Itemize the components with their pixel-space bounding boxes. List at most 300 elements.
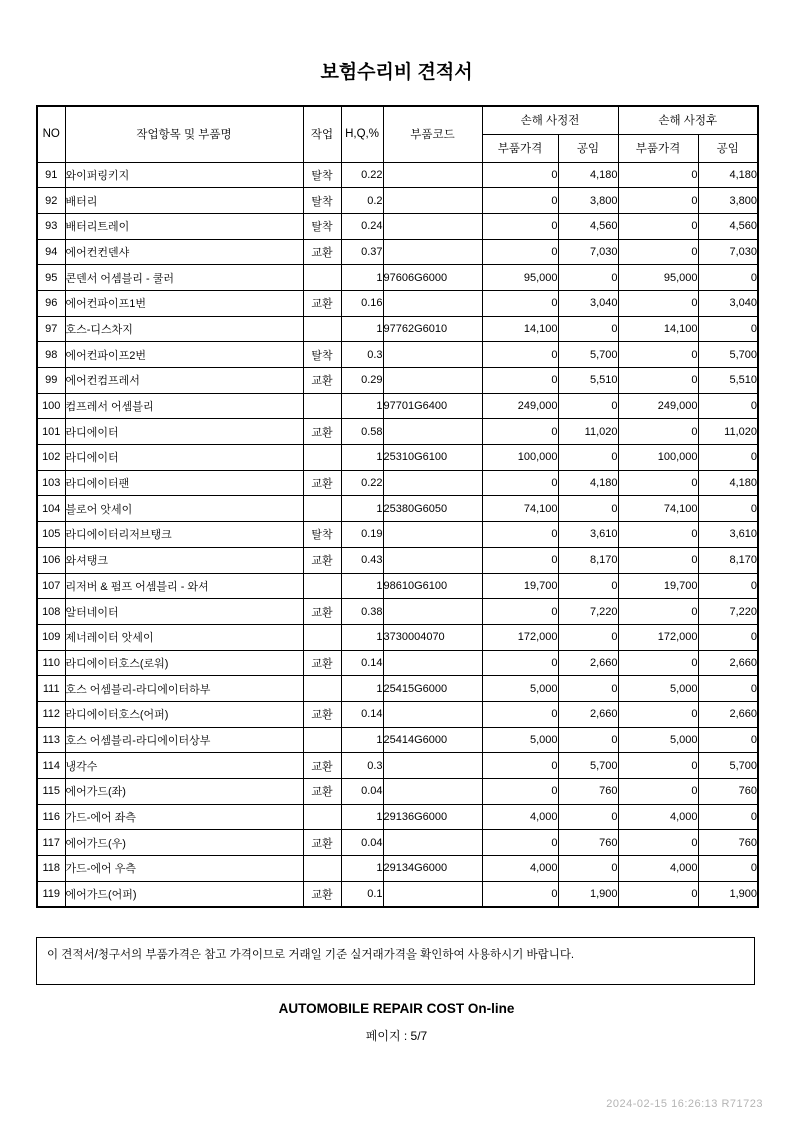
cell-before-labor: 0 bbox=[558, 727, 618, 753]
cell-work-type: 탈착 bbox=[303, 342, 341, 368]
cell-hq-percent: 0.3 bbox=[341, 753, 383, 779]
cell-item-name: 와셔탱크 bbox=[65, 547, 303, 573]
table-row bbox=[37, 290, 758, 316]
estimate-table bbox=[36, 105, 759, 908]
cell-after-part-price: 100,000 bbox=[618, 445, 698, 471]
cell-before-part-price: 0 bbox=[482, 239, 558, 265]
cell-before-labor: 0 bbox=[558, 265, 618, 291]
cell-before-part-price: 0 bbox=[482, 650, 558, 676]
page-title: 보험수리비 견적서 bbox=[320, 62, 473, 83]
table-row bbox=[37, 624, 758, 650]
table-row bbox=[37, 881, 758, 907]
cell-after-part-price: 0 bbox=[618, 701, 698, 727]
cell-before-part-price: 0 bbox=[482, 342, 558, 368]
cell-after-part-price: 0 bbox=[618, 470, 698, 496]
cell-hq-percent: 1 bbox=[341, 393, 383, 419]
cell-no: 98 bbox=[37, 342, 65, 368]
cell-item-name: 배터리트레이 bbox=[65, 213, 303, 239]
cell-after-part-price: 4,000 bbox=[618, 856, 698, 882]
cell-before-part-price: 5,000 bbox=[482, 727, 558, 753]
cell-before-part-price: 0 bbox=[482, 290, 558, 316]
brand-title: AUTOMOBILE REPAIR COST On-line bbox=[278, 1000, 515, 1016]
cell-hq-percent: 0.19 bbox=[341, 522, 383, 548]
cell-hq-percent: 0.43 bbox=[341, 547, 383, 573]
table-row bbox=[37, 522, 758, 548]
cell-hq-percent: 0.2 bbox=[341, 188, 383, 214]
table-row bbox=[37, 393, 758, 419]
table-row bbox=[37, 470, 758, 496]
cell-work-type bbox=[303, 316, 341, 342]
cell-no: 94 bbox=[37, 239, 65, 265]
cell-item-name: 에어가드(어퍼) bbox=[65, 881, 303, 907]
cell-work-type: 교환 bbox=[303, 779, 341, 805]
cell-item-name: 에어컨컨덴샤 bbox=[65, 239, 303, 265]
cell-after-labor: 5,700 bbox=[698, 342, 758, 368]
cell-item-name: 라디에이터팬 bbox=[65, 470, 303, 496]
cell-before-labor: 4,180 bbox=[558, 470, 618, 496]
cell-before-labor: 0 bbox=[558, 393, 618, 419]
cell-part-code: 98610G6100 bbox=[383, 573, 482, 599]
cell-before-part-price: 0 bbox=[482, 188, 558, 214]
cell-before-labor: 7,220 bbox=[558, 599, 618, 625]
cell-part-code bbox=[383, 368, 482, 394]
table-row bbox=[37, 599, 758, 625]
cell-before-labor: 0 bbox=[558, 676, 618, 702]
cell-work-type: 교환 bbox=[303, 599, 341, 625]
cell-before-part-price: 74,100 bbox=[482, 496, 558, 522]
header-item: 작업항목 및 부품명 bbox=[65, 106, 303, 162]
cell-after-labor: 0 bbox=[698, 393, 758, 419]
table-row bbox=[37, 445, 758, 471]
cell-hq-percent: 0.22 bbox=[341, 470, 383, 496]
cell-after-part-price: 0 bbox=[618, 753, 698, 779]
cell-part-code bbox=[383, 547, 482, 573]
notice-box bbox=[36, 937, 755, 985]
cell-before-labor: 4,180 bbox=[558, 162, 618, 188]
cell-part-code bbox=[383, 830, 482, 856]
cell-after-labor: 1,900 bbox=[698, 881, 758, 907]
cell-after-labor: 0 bbox=[698, 676, 758, 702]
cell-before-labor: 0 bbox=[558, 624, 618, 650]
cell-part-code: 25380G6050 bbox=[383, 496, 482, 522]
cell-work-type: 탈착 bbox=[303, 522, 341, 548]
cell-part-code bbox=[383, 522, 482, 548]
cell-item-name: 라디에이터 bbox=[65, 419, 303, 445]
cell-no: 102 bbox=[37, 445, 65, 471]
cell-item-name: 배터리 bbox=[65, 188, 303, 214]
cell-before-part-price: 249,000 bbox=[482, 393, 558, 419]
cell-before-part-price: 0 bbox=[482, 162, 558, 188]
cell-no: 93 bbox=[37, 213, 65, 239]
cell-before-labor: 0 bbox=[558, 445, 618, 471]
cell-before-labor: 4,560 bbox=[558, 213, 618, 239]
cell-part-code bbox=[383, 779, 482, 805]
cell-after-labor: 0 bbox=[698, 856, 758, 882]
cell-item-name: 라디에이터리저브탱크 bbox=[65, 522, 303, 548]
cell-part-code bbox=[383, 290, 482, 316]
cell-hq-percent: 0.29 bbox=[341, 368, 383, 394]
cell-part-code bbox=[383, 162, 482, 188]
cell-after-part-price: 0 bbox=[618, 650, 698, 676]
table-row bbox=[37, 265, 758, 291]
cell-no: 104 bbox=[37, 496, 65, 522]
table-row bbox=[37, 496, 758, 522]
cell-after-part-price: 95,000 bbox=[618, 265, 698, 291]
cell-work-type bbox=[303, 393, 341, 419]
cell-before-part-price: 14,100 bbox=[482, 316, 558, 342]
cell-no: 116 bbox=[37, 804, 65, 830]
cell-work-type bbox=[303, 804, 341, 830]
cell-work-type bbox=[303, 265, 341, 291]
cell-work-type: 탈착 bbox=[303, 213, 341, 239]
cell-after-labor: 5,700 bbox=[698, 753, 758, 779]
cell-after-part-price: 19,700 bbox=[618, 573, 698, 599]
cell-part-code bbox=[383, 881, 482, 907]
cell-part-code: 29136G6000 bbox=[383, 804, 482, 830]
cell-hq-percent: 1 bbox=[341, 856, 383, 882]
cell-part-code: 97606G6000 bbox=[383, 265, 482, 291]
cell-after-labor: 0 bbox=[698, 727, 758, 753]
cell-item-name: 라디에이터호스(로워) bbox=[65, 650, 303, 676]
cell-no: 100 bbox=[37, 393, 65, 419]
table-row bbox=[37, 856, 758, 882]
cell-hq-percent: 0.37 bbox=[341, 239, 383, 265]
cell-item-name: 에어컨파이프1번 bbox=[65, 290, 303, 316]
cell-after-labor: 11,020 bbox=[698, 419, 758, 445]
timestamp: 2024-02-15 16:26:13 R71723 bbox=[606, 1098, 763, 1110]
cell-item-name: 라디에이터 bbox=[65, 445, 303, 471]
cell-item-name: 블로어 앗세이 bbox=[65, 496, 303, 522]
cell-item-name: 에어컨파이프2번 bbox=[65, 342, 303, 368]
cell-item-name: 호스 어셈블리-라디에이터상부 bbox=[65, 727, 303, 753]
cell-no: 114 bbox=[37, 753, 65, 779]
table-row bbox=[37, 701, 758, 727]
cell-work-type: 교환 bbox=[303, 881, 341, 907]
cell-no: 106 bbox=[37, 547, 65, 573]
cell-before-part-price: 19,700 bbox=[482, 573, 558, 599]
cell-after-labor: 0 bbox=[698, 496, 758, 522]
table-row bbox=[37, 573, 758, 599]
cell-after-part-price: 14,100 bbox=[618, 316, 698, 342]
header-no: NO bbox=[37, 106, 65, 162]
cell-part-code bbox=[383, 753, 482, 779]
cell-hq-percent: 0.38 bbox=[341, 599, 383, 625]
header-before-group: 손해 사정전 bbox=[482, 106, 618, 134]
cell-before-part-price: 100,000 bbox=[482, 445, 558, 471]
cell-before-labor: 3,040 bbox=[558, 290, 618, 316]
cell-before-part-price: 0 bbox=[482, 830, 558, 856]
cell-hq-percent: 0.04 bbox=[341, 830, 383, 856]
cell-hq-percent: 0.16 bbox=[341, 290, 383, 316]
cell-before-labor: 5,700 bbox=[558, 753, 618, 779]
cell-no: 113 bbox=[37, 727, 65, 753]
cell-work-type: 교환 bbox=[303, 701, 341, 727]
cell-before-part-price: 0 bbox=[482, 547, 558, 573]
cell-before-part-price: 0 bbox=[482, 881, 558, 907]
cell-before-labor: 3,800 bbox=[558, 188, 618, 214]
table-row bbox=[37, 239, 758, 265]
cell-item-name: 리저버 & 펌프 어셈블리 - 와셔 bbox=[65, 573, 303, 599]
cell-work-type: 교환 bbox=[303, 753, 341, 779]
cell-after-part-price: 0 bbox=[618, 830, 698, 856]
cell-item-name: 에어가드(좌) bbox=[65, 779, 303, 805]
cell-no: 118 bbox=[37, 856, 65, 882]
cell-work-type: 교환 bbox=[303, 239, 341, 265]
cell-no: 112 bbox=[37, 701, 65, 727]
cell-no: 107 bbox=[37, 573, 65, 599]
cell-hq-percent: 1 bbox=[341, 316, 383, 342]
cell-no: 108 bbox=[37, 599, 65, 625]
cell-item-name: 컴프레서 어셈블리 bbox=[65, 393, 303, 419]
cell-hq-percent: 1 bbox=[341, 496, 383, 522]
cell-part-code bbox=[383, 213, 482, 239]
table-row bbox=[37, 727, 758, 753]
cell-hq-percent: 0.24 bbox=[341, 213, 383, 239]
cell-work-type: 교환 bbox=[303, 419, 341, 445]
cell-work-type: 교환 bbox=[303, 470, 341, 496]
cell-item-name: 가드-에어 우측 bbox=[65, 856, 303, 882]
notice-text: 이 견적서/청구서의 부품가격은 참고 가격이므로 거래일 기준 실거래가격을 확인하여 사용하시기 바랍니다. bbox=[47, 948, 575, 961]
cell-after-part-price: 172,000 bbox=[618, 624, 698, 650]
cell-after-labor: 0 bbox=[698, 573, 758, 599]
cell-part-code bbox=[383, 470, 482, 496]
cell-no: 95 bbox=[37, 265, 65, 291]
cell-work-type bbox=[303, 445, 341, 471]
cell-after-labor: 3,040 bbox=[698, 290, 758, 316]
cell-work-type: 교환 bbox=[303, 830, 341, 856]
cell-before-labor: 3,610 bbox=[558, 522, 618, 548]
cell-before-part-price: 0 bbox=[482, 419, 558, 445]
cell-item-name: 호스-디스차지 bbox=[65, 316, 303, 342]
cell-before-part-price: 4,000 bbox=[482, 856, 558, 882]
cell-part-code bbox=[383, 650, 482, 676]
cell-work-type: 교환 bbox=[303, 368, 341, 394]
cell-part-code: 25414G6000 bbox=[383, 727, 482, 753]
cell-after-labor: 5,510 bbox=[698, 368, 758, 394]
table-row bbox=[37, 316, 758, 342]
cell-before-part-price: 4,000 bbox=[482, 804, 558, 830]
cell-after-labor: 3,610 bbox=[698, 522, 758, 548]
table-row bbox=[37, 804, 758, 830]
cell-after-labor: 3,800 bbox=[698, 188, 758, 214]
header-hq: H,Q,% bbox=[341, 106, 383, 162]
cell-item-name: 에어가드(우) bbox=[65, 830, 303, 856]
table-row bbox=[37, 342, 758, 368]
cell-before-part-price: 172,000 bbox=[482, 624, 558, 650]
cell-before-part-price: 0 bbox=[482, 753, 558, 779]
cell-after-labor: 4,560 bbox=[698, 213, 758, 239]
table-row bbox=[37, 650, 758, 676]
cell-work-type bbox=[303, 496, 341, 522]
cell-work-type bbox=[303, 624, 341, 650]
cell-no: 110 bbox=[37, 650, 65, 676]
cell-no: 96 bbox=[37, 290, 65, 316]
cell-hq-percent: 0.14 bbox=[341, 650, 383, 676]
cell-before-labor: 760 bbox=[558, 830, 618, 856]
cell-part-code bbox=[383, 419, 482, 445]
cell-part-code: 25415G6000 bbox=[383, 676, 482, 702]
cell-before-labor: 7,030 bbox=[558, 239, 618, 265]
cell-work-type bbox=[303, 727, 341, 753]
cell-after-part-price: 5,000 bbox=[618, 727, 698, 753]
cell-before-labor: 0 bbox=[558, 856, 618, 882]
header-work: 작업 bbox=[303, 106, 341, 162]
cell-part-code bbox=[383, 701, 482, 727]
cell-hq-percent: 0.58 bbox=[341, 419, 383, 445]
cell-before-labor: 2,660 bbox=[558, 701, 618, 727]
cell-after-labor: 0 bbox=[698, 316, 758, 342]
table-row bbox=[37, 676, 758, 702]
cell-before-part-price: 0 bbox=[482, 522, 558, 548]
estimate-table-header bbox=[37, 106, 758, 162]
cell-after-part-price: 0 bbox=[618, 342, 698, 368]
cell-work-type: 교환 bbox=[303, 650, 341, 676]
cell-hq-percent: 1 bbox=[341, 676, 383, 702]
cell-after-part-price: 0 bbox=[618, 881, 698, 907]
cell-after-part-price: 5,000 bbox=[618, 676, 698, 702]
cell-hq-percent: 1 bbox=[341, 573, 383, 599]
cell-part-code: 3730004070 bbox=[383, 624, 482, 650]
table-row bbox=[37, 419, 758, 445]
cell-item-name: 에어컨컴프레서 bbox=[65, 368, 303, 394]
cell-no: 119 bbox=[37, 881, 65, 907]
table-row bbox=[37, 547, 758, 573]
table-row bbox=[37, 368, 758, 394]
header-after-part-price: 부품가격 bbox=[618, 134, 698, 162]
cell-after-labor: 7,220 bbox=[698, 599, 758, 625]
cell-part-code bbox=[383, 342, 482, 368]
cell-hq-percent: 1 bbox=[341, 445, 383, 471]
cell-part-code bbox=[383, 599, 482, 625]
cell-before-part-price: 0 bbox=[482, 701, 558, 727]
cell-no: 103 bbox=[37, 470, 65, 496]
cell-after-part-price: 249,000 bbox=[618, 393, 698, 419]
cell-no: 97 bbox=[37, 316, 65, 342]
cell-after-labor: 0 bbox=[698, 804, 758, 830]
cell-before-labor: 1,900 bbox=[558, 881, 618, 907]
cell-after-part-price: 4,000 bbox=[618, 804, 698, 830]
cell-hq-percent: 0.1 bbox=[341, 881, 383, 907]
cell-before-labor: 11,020 bbox=[558, 419, 618, 445]
cell-before-part-price: 0 bbox=[482, 599, 558, 625]
cell-before-part-price: 95,000 bbox=[482, 265, 558, 291]
cell-before-part-price: 0 bbox=[482, 368, 558, 394]
cell-part-code: 29134G6000 bbox=[383, 856, 482, 882]
header-after-group: 손해 사정후 bbox=[618, 106, 758, 134]
cell-after-part-price: 0 bbox=[618, 162, 698, 188]
table-row bbox=[37, 213, 758, 239]
cell-before-labor: 0 bbox=[558, 573, 618, 599]
cell-no: 105 bbox=[37, 522, 65, 548]
cell-after-labor: 4,180 bbox=[698, 470, 758, 496]
cell-after-labor: 0 bbox=[698, 445, 758, 471]
cell-after-labor: 2,660 bbox=[698, 701, 758, 727]
cell-after-part-price: 0 bbox=[618, 188, 698, 214]
cell-before-part-price: 5,000 bbox=[482, 676, 558, 702]
cell-work-type: 교환 bbox=[303, 547, 341, 573]
cell-no: 91 bbox=[37, 162, 65, 188]
cell-after-labor: 7,030 bbox=[698, 239, 758, 265]
cell-part-code: 97701G6400 bbox=[383, 393, 482, 419]
cell-after-part-price: 0 bbox=[618, 368, 698, 394]
cell-before-labor: 760 bbox=[558, 779, 618, 805]
cell-item-name: 냉각수 bbox=[65, 753, 303, 779]
cell-hq-percent: 1 bbox=[341, 727, 383, 753]
cell-before-labor: 8,170 bbox=[558, 547, 618, 573]
cell-after-labor: 8,170 bbox=[698, 547, 758, 573]
cell-after-labor: 760 bbox=[698, 779, 758, 805]
cell-no: 92 bbox=[37, 188, 65, 214]
cell-after-part-price: 0 bbox=[618, 779, 698, 805]
cell-work-type bbox=[303, 676, 341, 702]
cell-item-name: 콘덴서 어셈블리 - 쿨러 bbox=[65, 265, 303, 291]
cell-hq-percent: 0.04 bbox=[341, 779, 383, 805]
cell-after-part-price: 0 bbox=[618, 522, 698, 548]
cell-before-labor: 5,700 bbox=[558, 342, 618, 368]
cell-after-part-price: 0 bbox=[618, 239, 698, 265]
cell-item-name: 알터네이터 bbox=[65, 599, 303, 625]
header-after-labor: 공임 bbox=[698, 134, 758, 162]
cell-hq-percent: 0.3 bbox=[341, 342, 383, 368]
cell-item-name: 가드-에어 좌측 bbox=[65, 804, 303, 830]
cell-part-code: 97762G6010 bbox=[383, 316, 482, 342]
cell-after-labor: 4,180 bbox=[698, 162, 758, 188]
cell-hq-percent: 0.14 bbox=[341, 701, 383, 727]
table-row bbox=[37, 188, 758, 214]
cell-after-part-price: 74,100 bbox=[618, 496, 698, 522]
cell-no: 115 bbox=[37, 779, 65, 805]
cell-work-type: 탈착 bbox=[303, 162, 341, 188]
cell-work-type bbox=[303, 573, 341, 599]
cell-part-code bbox=[383, 188, 482, 214]
cell-before-part-price: 0 bbox=[482, 470, 558, 496]
cell-after-part-price: 0 bbox=[618, 599, 698, 625]
table-row bbox=[37, 779, 758, 805]
cell-hq-percent: 1 bbox=[341, 624, 383, 650]
cell-part-code: 25310G6100 bbox=[383, 445, 482, 471]
cell-work-type bbox=[303, 856, 341, 882]
header-before-labor: 공임 bbox=[558, 134, 618, 162]
page-number: 페이지 : 5/7 bbox=[365, 1028, 428, 1043]
cell-item-name: 라디에이터호스(어퍼) bbox=[65, 701, 303, 727]
cell-after-labor: 760 bbox=[698, 830, 758, 856]
cell-before-labor: 0 bbox=[558, 316, 618, 342]
cell-work-type: 교환 bbox=[303, 290, 341, 316]
cell-after-labor: 2,660 bbox=[698, 650, 758, 676]
header-before-part-price: 부품가격 bbox=[482, 134, 558, 162]
cell-after-labor: 0 bbox=[698, 624, 758, 650]
cell-item-name: 와이퍼링키지 bbox=[65, 162, 303, 188]
cell-after-part-price: 0 bbox=[618, 419, 698, 445]
cell-work-type: 탈착 bbox=[303, 188, 341, 214]
cell-before-part-price: 0 bbox=[482, 213, 558, 239]
cell-after-labor: 0 bbox=[698, 265, 758, 291]
cell-before-labor: 0 bbox=[558, 496, 618, 522]
table-row bbox=[37, 830, 758, 856]
cell-item-name: 제너레이터 앗세이 bbox=[65, 624, 303, 650]
cell-before-labor: 5,510 bbox=[558, 368, 618, 394]
cell-after-part-price: 0 bbox=[618, 213, 698, 239]
cell-part-code bbox=[383, 239, 482, 265]
cell-no: 109 bbox=[37, 624, 65, 650]
cell-hq-percent: 1 bbox=[341, 265, 383, 291]
table-row bbox=[37, 162, 758, 188]
cell-no: 99 bbox=[37, 368, 65, 394]
cell-no: 117 bbox=[37, 830, 65, 856]
table-row bbox=[37, 753, 758, 779]
cell-hq-percent: 0.22 bbox=[341, 162, 383, 188]
cell-after-part-price: 0 bbox=[618, 547, 698, 573]
